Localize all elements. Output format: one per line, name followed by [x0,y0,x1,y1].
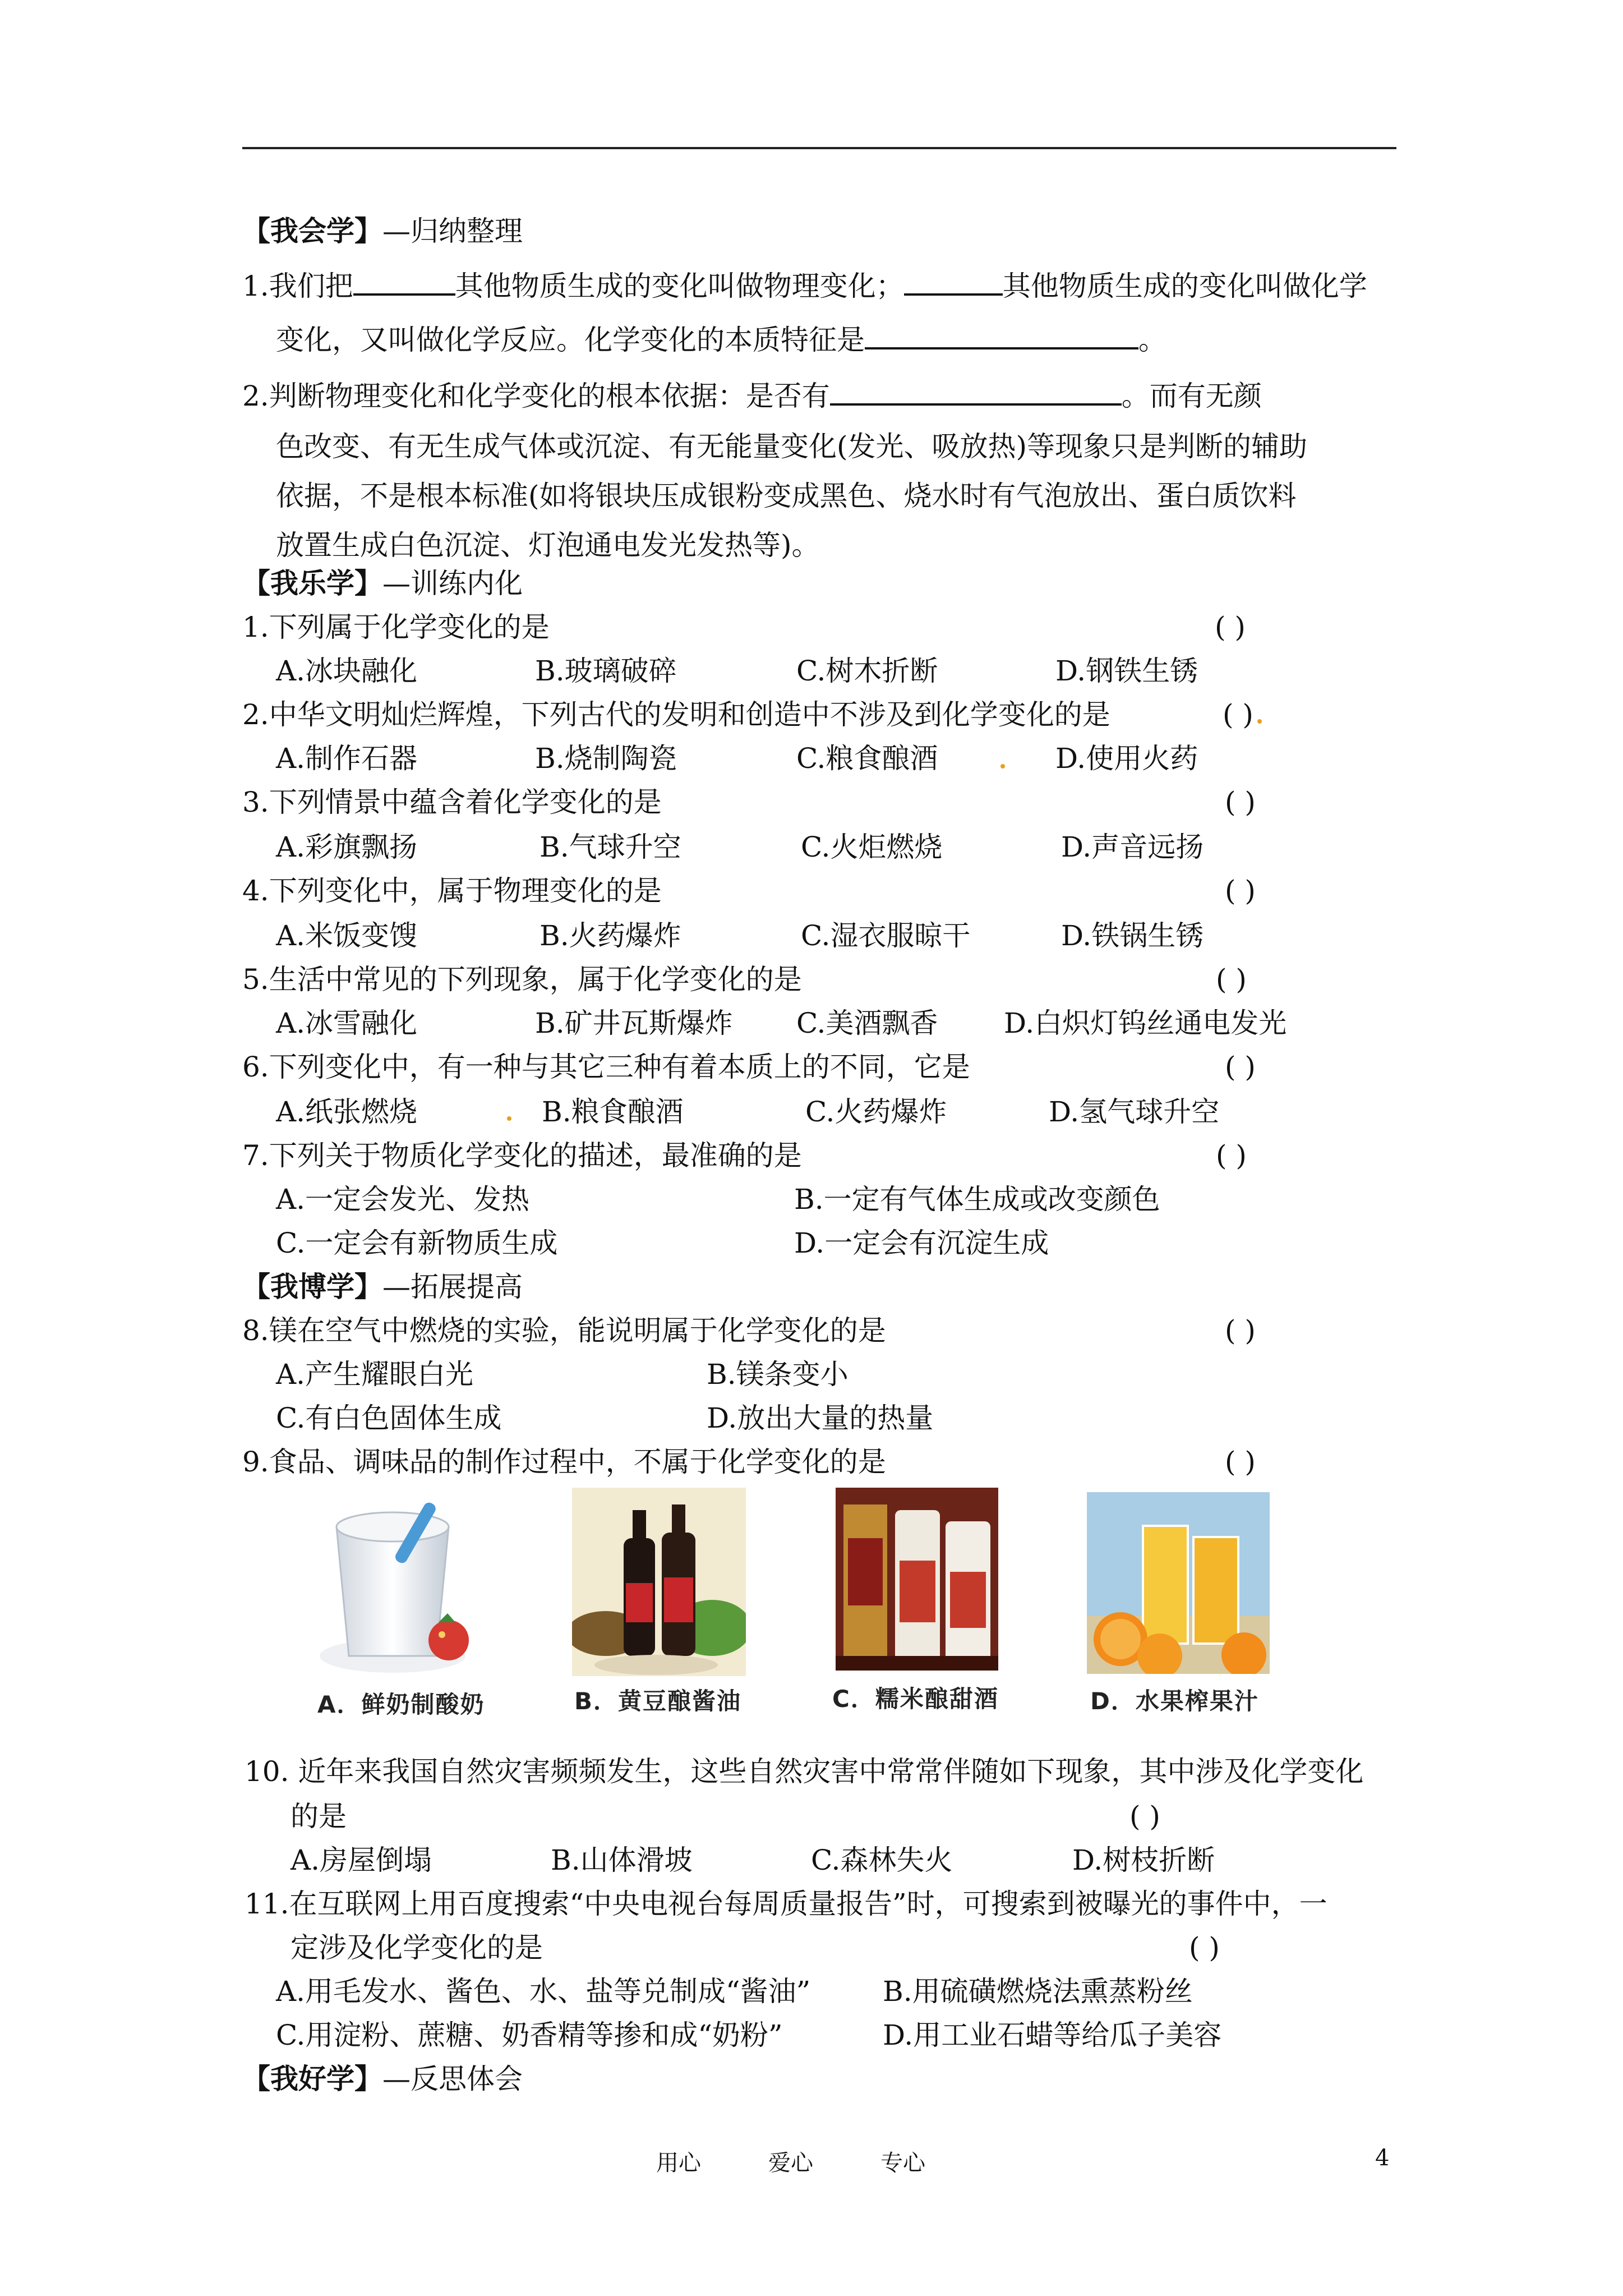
section-heading-3: 【我博学】—拓展提高 [242,1270,523,1303]
summary-line-1: 1.我们把 其他物质生成的变化叫做物理变化； 其他物质生成的变化叫做化学 [242,270,1367,302]
stray-dot [507,1116,511,1121]
section-heading-4: 【我好学】—反思体会 [242,2062,523,2095]
soy-sauce-picture [572,1488,746,1676]
stray-dot [1000,764,1005,769]
option: C.森林失火 [811,1844,953,1876]
picture-caption: B．黄豆酿酱油 [574,1687,742,1715]
answer-parentheses[interactable]: ( ) [1225,875,1256,907]
summary-line-5: 依据，不是根本标准(如将银块压成银粉变成黑色、烧水时有气泡放出、蛋白质饮料 [276,480,1297,512]
footer-text: 专心 [880,2150,925,2176]
option: B.用硫磺燃烧法熏蒸粉丝 [883,1975,1193,2008]
option: C.湿衣服晾干 [801,919,971,952]
answer-parentheses[interactable]: ( ) [1225,1446,1256,1478]
option: A.冰雪融化 [276,1007,418,1039]
yogurt-picture [314,1488,489,1682]
section-heading-2: 【我乐学】—训练内化 [242,567,523,600]
option: D.铁锅生锈 [1061,919,1204,952]
header-rule [242,147,1396,149]
answer-parentheses[interactable]: ( ) [1215,611,1246,643]
option: D.钢铁生锈 [1055,655,1198,687]
option: A.彩旗飘扬 [276,831,418,863]
option: B.粮食酿酒 [542,1096,684,1128]
option: D.氢气球升空 [1049,1096,1220,1128]
summary-line-4: 色改变、有无生成气体或沉淀、有无能量变化(发光、吸放热)等现象只是判断的辅助 [276,430,1308,463]
option: D.树枝折断 [1072,1844,1215,1876]
option: D.一定会有沉淀生成 [794,1227,1049,1259]
section-heading-1: 【我会学】—归纳整理 [242,214,523,247]
question-stem: 9.食品、调味品的制作过程中，不属于化学变化的是 [242,1446,886,1478]
option: B.矿井瓦斯爆炸 [535,1007,733,1039]
option: A.用毛发水、酱色、水、盐等兑制成“酱油” [276,1975,811,2008]
answer-parentheses[interactable]: ( ) [1189,1931,1220,1964]
option: C.火药爆炸 [805,1096,947,1128]
option: B.镁条变小 [707,1358,849,1391]
answer-parentheses[interactable]: ( ) [1216,1139,1247,1172]
answer-parentheses[interactable]: ( ) [1225,786,1256,818]
summary-line-3: 2.判断物理变化和化学变化的根本依据：是否有 。而有无颜 [242,380,1262,412]
option: A.冰块融化 [276,655,418,687]
fill-blank[interactable] [865,324,1138,349]
footer-text: 用心 [656,2150,701,2176]
answer-parentheses[interactable]: ( ) [1225,1314,1256,1347]
summary-line-2: 变化，又叫做化学反应。化学变化的本质特征是 。 [276,324,1166,356]
option: B.烧制陶瓷 [535,742,677,775]
option: A.一定会发光、发热 [276,1183,530,1216]
option: C.树木折断 [796,655,938,687]
summary-line-6: 放置生成白色沉淀、灯泡通电发光发热等)。 [276,529,820,562]
question-stem-cont: 定涉及化学变化的是 [291,1931,543,1964]
footer-text: 爱心 [768,2150,813,2176]
option: A.产生耀眼白光 [276,1358,474,1391]
question-stem: 2.中华文明灿烂辉煌，下列古代的发明和创造中不涉及到化学变化的是 [242,698,1110,731]
option: D.声音远扬 [1061,831,1204,863]
answer-parentheses[interactable]: ( ) [1216,963,1247,996]
option: D.放出大量的热量 [707,1402,934,1434]
option: D.使用火药 [1055,742,1198,775]
option: C.用淀粉、蔗糖、奶香精等掺和成“奶粉” [276,2019,783,2051]
option: C.一定会有新物质生成 [276,1227,558,1259]
fill-blank[interactable] [353,270,455,296]
option: B.气球升空 [540,831,681,863]
question-stem: 10. 近年来我国自然灾害频频发生，这些自然灾害中常常伴随如下现象，其中涉及化学变化 [245,1755,1364,1788]
option: C.粮食酿酒 [796,742,938,775]
question-stem: 8.镁在空气中燃烧的实验，能说明属于化学变化的是 [242,1314,886,1347]
option: D.用工业石蜡等给瓜子美容 [883,2019,1222,2051]
question-stem: 11.在互联网上用百度搜索“中央电视台每周质量报告”时，可搜索到被曝光的事件中，一 [245,1888,1327,1920]
question-stem: 4.下列变化中，属于物理变化的是 [242,875,662,907]
fill-blank[interactable] [904,270,1003,296]
picture-caption: A．鲜奶制酸奶 [317,1691,485,1718]
picture-caption: D．水果榨果汁 [1090,1687,1259,1715]
option: B.玻璃破碎 [535,655,677,687]
option: A.纸张燃烧 [276,1096,418,1128]
fill-blank[interactable] [830,380,1122,406]
option: A.制作石器 [276,742,418,775]
option: D.白炽灯钨丝通电发光 [1004,1007,1287,1039]
page-number: 4 [1375,2145,1390,2171]
option: A.房屋倒塌 [291,1844,432,1876]
answer-parentheses[interactable]: ( ) [1223,698,1253,731]
stray-dot [1257,719,1262,724]
question-stem: 3.下列情景中蕴含着化学变化的是 [242,786,662,818]
picture-caption: C．糯米酿甜酒 [832,1685,999,1713]
juice-picture [1087,1492,1270,1674]
answer-parentheses[interactable]: ( ) [1225,1051,1256,1083]
option: A.米饭变馊 [276,919,418,952]
option: B.山体滑坡 [551,1844,693,1876]
option: C.有白色固体生成 [276,1402,502,1434]
question-stem: 7.下列关于物质化学变化的描述，最准确的是 [242,1139,802,1172]
answer-parentheses[interactable]: ( ) [1129,1800,1160,1833]
option: B.一定有气体生成或改变颜色 [794,1183,1160,1216]
question-stem-cont: 的是 [291,1800,347,1833]
question-stem: 1.下列属于化学变化的是 [242,611,550,643]
question-stem: 5.生活中常见的下列现象，属于化学变化的是 [242,963,802,996]
option: C.美酒飘香 [796,1007,938,1039]
option: B.火药爆炸 [540,919,681,952]
option: C.火炬燃烧 [801,831,943,863]
rice-wine-picture [836,1488,998,1671]
question-stem: 6.下列变化中，有一种与其它三种有着本质上的不同，它是 [242,1051,970,1083]
